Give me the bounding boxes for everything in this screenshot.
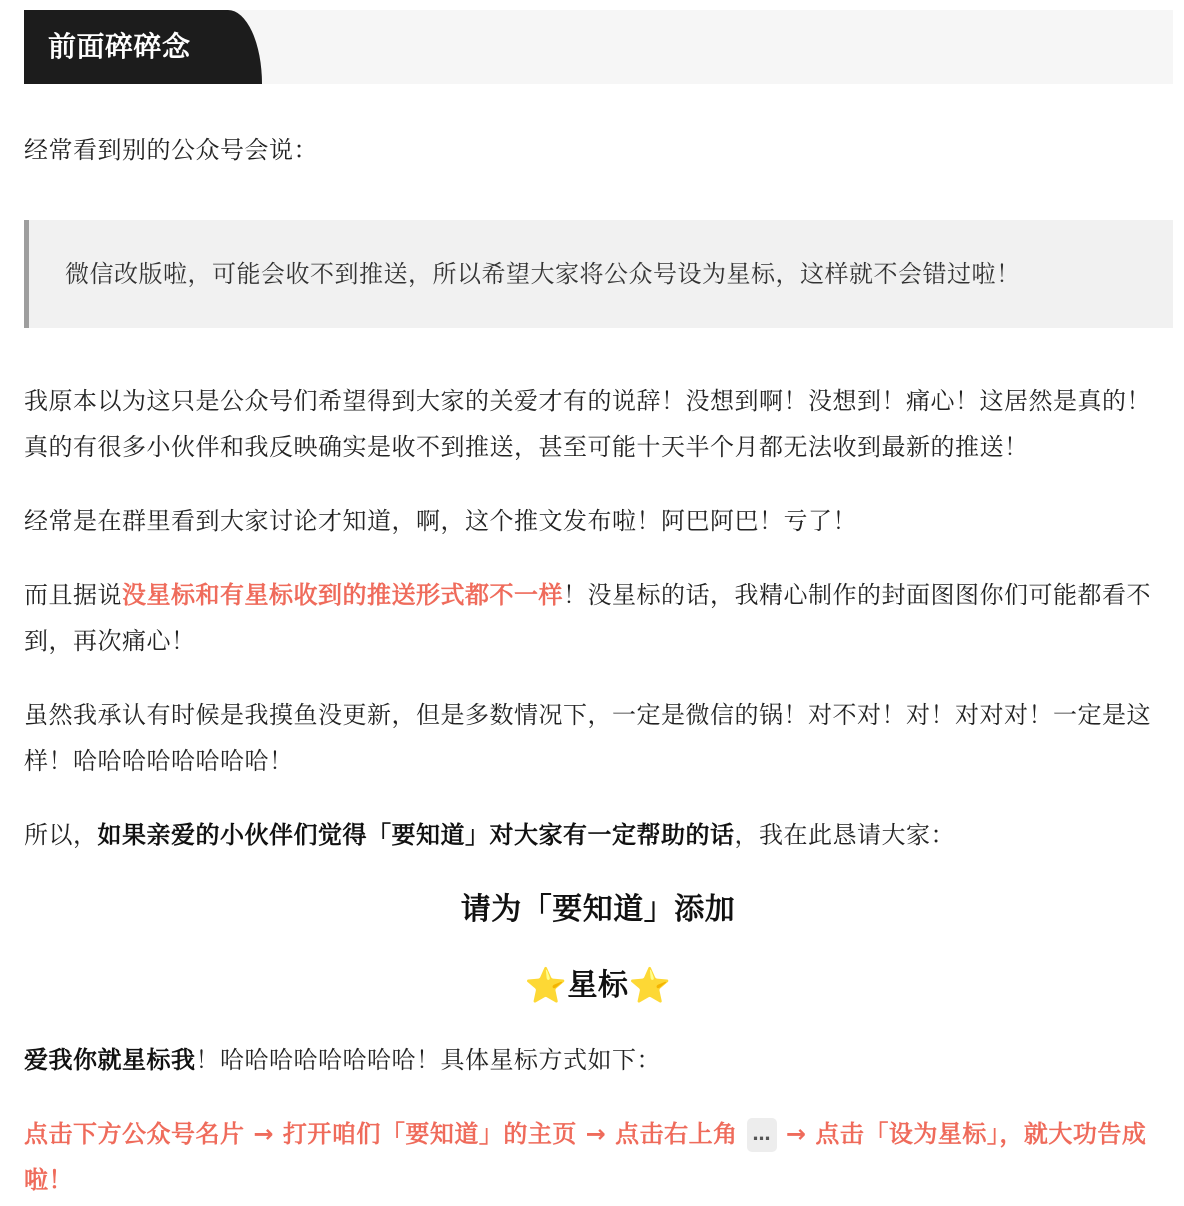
cta-line-1: 请为「要知道」添加	[460, 892, 736, 927]
paragraph-7	[24, 1037, 1172, 1083]
star-icon: ⭐	[524, 966, 568, 1006]
steps-part-1: 点击下方公众号名片 → 打开咱们「要知道」的主页 → 点击右上角	[24, 1120, 738, 1148]
cta-line-2	[24, 962, 1172, 1010]
p7-suffix: ！哈哈哈哈哈哈哈哈！具体星标方式如下：	[195, 1046, 661, 1074]
p4-prefix: 而且据说	[24, 581, 122, 609]
paragraph-6	[24, 812, 1172, 858]
paragraph-3: 经常是在群里看到大家讨论才知道，啊，这个推文发布啦！阿巴阿巴！亏了！	[24, 507, 857, 535]
intro-paragraph: 经常看到别的公众号会说：	[24, 136, 318, 164]
section-title: 前面碎碎念	[24, 10, 262, 84]
cta-star-label: 星标	[567, 968, 629, 1003]
section-header	[24, 10, 1173, 84]
more-options-icon: …	[747, 1118, 778, 1152]
p6-suffix: ，我在此恳请大家：	[734, 821, 955, 849]
p4-suffix: ！没星标的话，我精心制作的封面图图你们可能都看不到，再次痛心！	[24, 581, 1151, 655]
steps-paragraph	[24, 1111, 1172, 1203]
p7-bold: 爱我你就星标我	[24, 1046, 196, 1074]
paragraph-5: 虽然我承认有时候是我摸鱼没更新，但是多数情况下，一定是微信的锅！对不对！对！对对对！一定是这样！哈哈哈哈哈哈哈哈！	[24, 701, 1151, 775]
steps-part-2: → 点击「设为星标」，就大功告成啦！	[24, 1120, 1147, 1194]
blockquote: 微信改版啦，可能会收不到推送，所以希望大家将公众号设为星标，这样就不会错过啦！	[24, 220, 1173, 328]
p4-highlight: 没星标和有星标收到的推送形式都不一样	[122, 581, 563, 609]
p6-prefix: 所以，	[24, 821, 98, 849]
star-icon: ⭐	[628, 966, 672, 1006]
p6-bold: 如果亲爱的小伙伴们觉得「要知道」对大家有一定帮助的话	[97, 821, 735, 849]
paragraph-4	[24, 572, 1172, 664]
paragraph-2: 我原本以为这只是公众号们希望得到大家的关爱才有的说辞！没想到啊！没想到！痛心！这居然是真的！真的有很多小伙伴和我反映确实是收不到推送，甚至可能十天半个月都无法收到最新的推送！	[24, 387, 1151, 461]
